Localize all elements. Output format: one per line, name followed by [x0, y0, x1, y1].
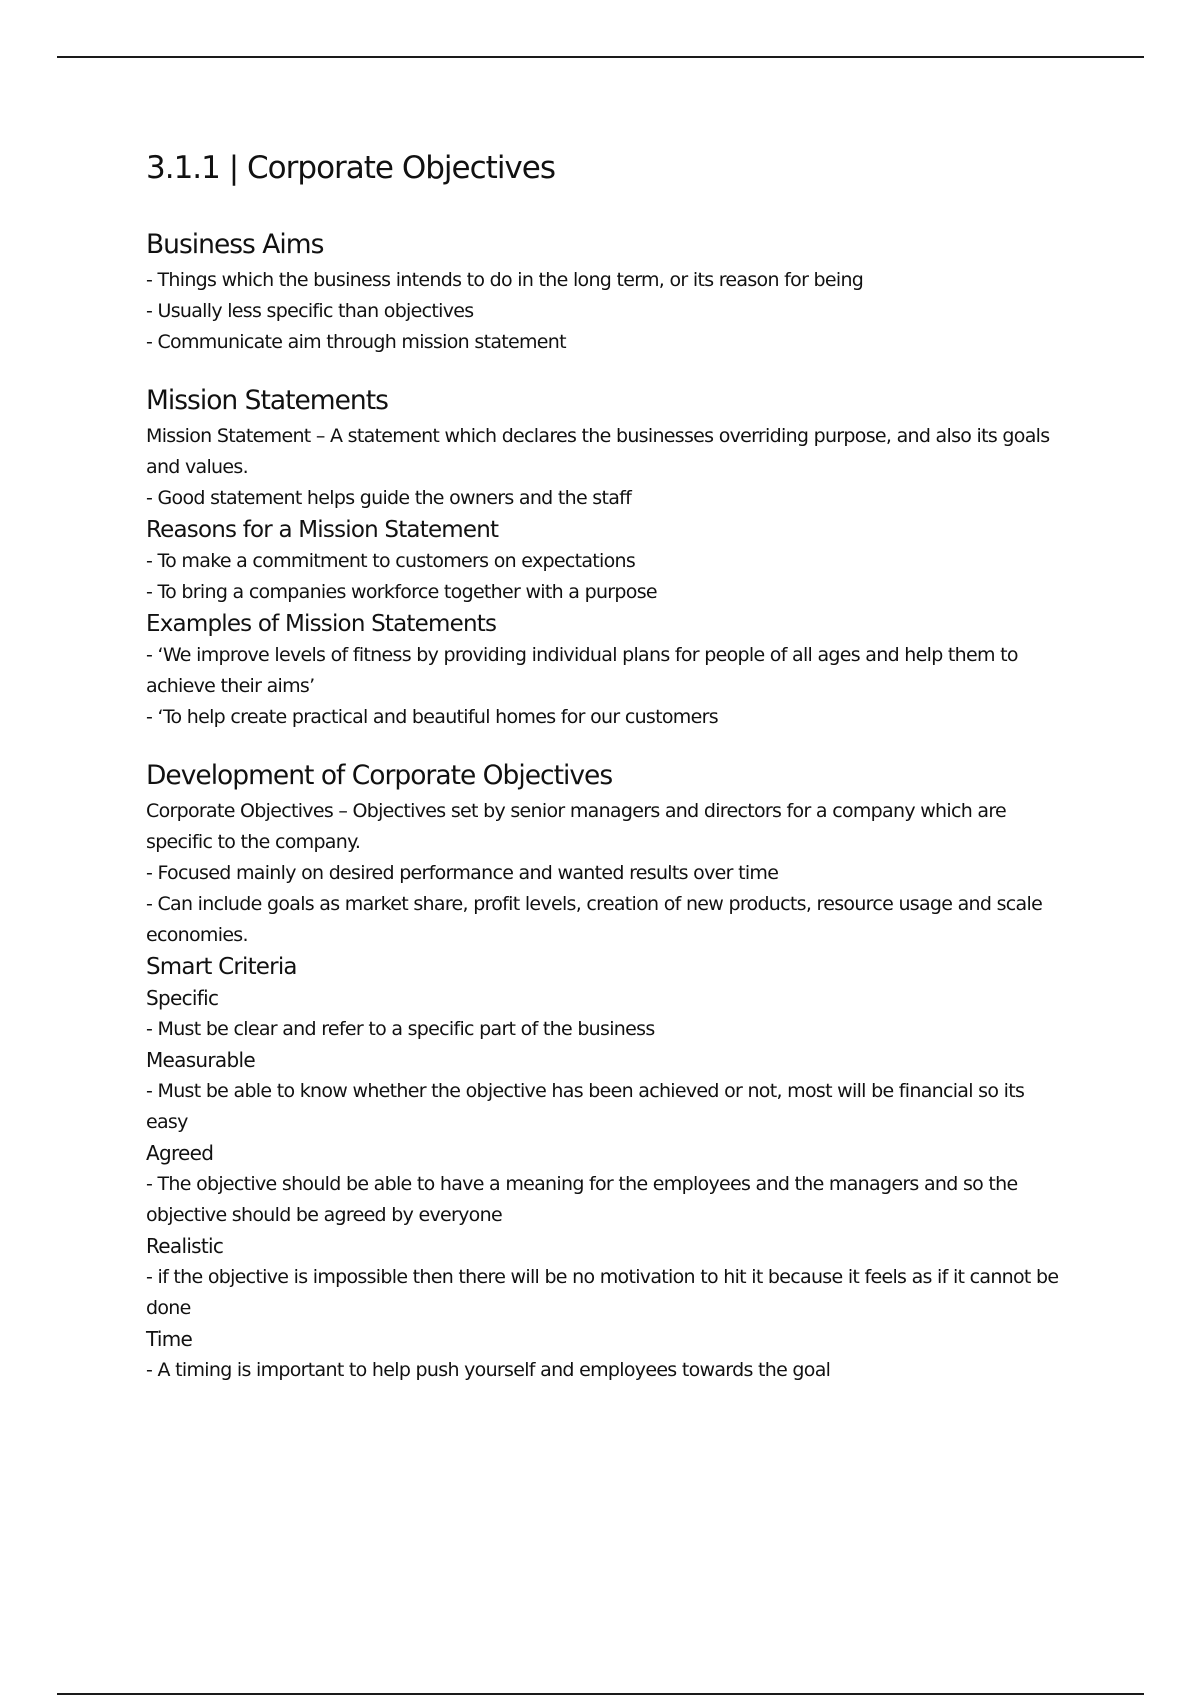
- criteria-text: - Must be able to know whether the objective has been achieved or not, most will be financial so its easy: [146, 1080, 1025, 1133]
- top-rule: [57, 56, 1144, 58]
- subsection-heading: Reasons for a Mission Statement: [146, 517, 499, 543]
- definition-text: Corporate Objectives – Objectives set by senior managers and directors for a company which are specific to the company.: [146, 800, 1007, 853]
- bullet-line: - Focused mainly on desired performance and wanted results over time: [146, 862, 779, 884]
- bullet-line: - Usually less specific than objectives: [146, 300, 474, 322]
- criteria-term: Measurable: [146, 1048, 255, 1072]
- bullet-line: - ‘To help create practical and beautiful homes for our customers: [146, 706, 718, 728]
- criteria-text: - Must be clear and refer to a specific part of the business: [146, 1018, 655, 1040]
- criteria-term: Agreed: [146, 1141, 214, 1165]
- document-page: [146, 148, 1066, 1386]
- bullet-line: - Communicate aim through mission statement: [146, 331, 566, 353]
- page-title: 3.1.1 | Corporate Objectives: [146, 150, 555, 186]
- criteria-text: - The objective should be able to have a meaning for the employees and the managers and so the objective should be agreed by everyone: [146, 1173, 1018, 1226]
- criteria-term: Realistic: [146, 1234, 224, 1258]
- bullet-line: - Things which the business intends to do in the long term, or its reason for being: [146, 269, 864, 291]
- section-business-aims: [146, 225, 1066, 358]
- criteria-term: Specific: [146, 986, 219, 1010]
- bullet-line: - Good statement helps guide the owners and the staff: [146, 487, 632, 509]
- bullet-line: - To bring a companies workforce together with a purpose: [146, 581, 657, 603]
- criteria-term: Time: [146, 1327, 193, 1351]
- bullet-line: - Can include goals as market share, profit levels, creation of new products, resource usage and scale economies.: [146, 893, 1043, 946]
- bottom-rule: [57, 1693, 1144, 1695]
- definition-text: Mission Statement – A statement which declares the businesses overriding purpose, and also its goals and values.: [146, 425, 1050, 478]
- bullet-line: - To make a commitment to customers on expectations: [146, 550, 636, 572]
- section-development-of-corporate-objectives: [146, 756, 1066, 1386]
- section-heading: Business Aims: [146, 229, 324, 260]
- criteria-text: - A timing is important to help push yourself and employees towards the goal: [146, 1359, 831, 1381]
- section-mission-statements: [146, 381, 1066, 733]
- subsection-heading: Examples of Mission Statements: [146, 611, 497, 637]
- section-heading: Mission Statements: [146, 385, 388, 416]
- section-heading: Development of Corporate Objectives: [146, 760, 613, 791]
- bullet-line: - ‘We improve levels of fitness by providing individual plans for people of all ages and help them to achieve their aims’: [146, 644, 1018, 697]
- subsection-heading: Smart Criteria: [146, 954, 297, 980]
- criteria-text: - if the objective is impossible then there will be no motivation to hit it because it feels as if it cannot be done: [146, 1266, 1059, 1319]
